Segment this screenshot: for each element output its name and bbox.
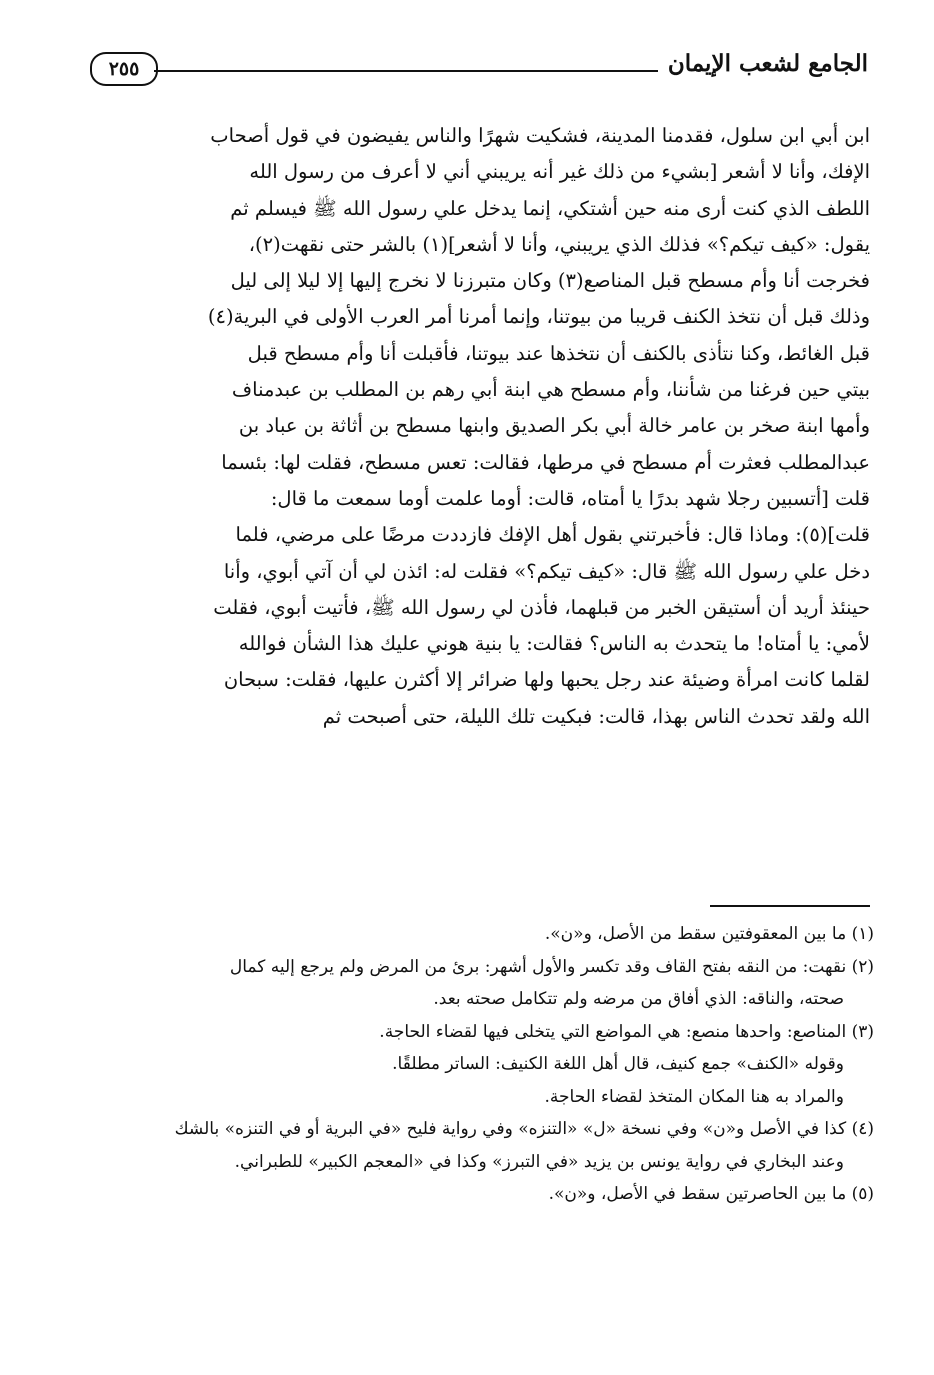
footnote-line: صحته، والناقه: الذي أفاق من مرضه ولم تتكامل صحته بعد.	[433, 989, 844, 1009]
header-rule	[154, 70, 658, 72]
text-line: قلت](٥): وماذا قال: فأخبرتني بقول أهل الإفك فازددت مرضًا على مرضي، فلما	[235, 523, 870, 547]
footnotes	[96, 918, 874, 1211]
text-line: لأمي: يا أمتاه! ما يتحدث به الناس؟ فقالت: يا بنية هوني عليك هذا الشأن فوالله	[238, 632, 870, 656]
footnote-line: والمراد به هنا المكان المتخذ لقضاء الحاجة.	[544, 1086, 844, 1107]
text-line: يقول: «كيف تيكم؟» فذلك الذي يريبني، وأنا لا أشعر](١) بالشر حتى نقهت(٢)،	[248, 232, 870, 256]
footnote-line: (٤) كذا في الأصل و«ن» وفي نسخة «ل» «التنزه» وفي رواية فليح «في البرية أو في التنزه» بالشك	[174, 1119, 874, 1139]
footnote-line: وقوله «الكنف» جمع كنيف، قال أهل اللغة الكنيف: الساتر مطلقًا.	[392, 1054, 844, 1074]
text-line: قلت [أتسبين رجلا شهد بدرًا يا أمتاه، قالت: أوما علمت أوما سمعت ما قال:	[270, 486, 870, 510]
footnote-line: (١) ما بين المعقوفتين سقط من الأصل، و«ن».	[544, 924, 874, 944]
text-line: فخرجت أنا وأم مسطح قبل المناصع(٣) وكان متبرزنا لا نخرج إليها إلا ليلا إلى ليل	[230, 269, 870, 293]
text-line: عبدالمطلب فعثرت أم مسطح في مرطها، فقالت: تعس مسطح، فقلت لها: بئسما	[221, 450, 870, 474]
text-line: الله ولقد تحدث الناس بهذا، قالت: فبكيت تلك الليلة، حتى أصبحت ثم	[322, 704, 870, 728]
page-header	[84, 42, 868, 92]
footnote-line: (٥) ما بين الحاصرتين سقط في الأصل، و«ن».	[548, 1184, 874, 1204]
page-number: ٢٥٥	[90, 52, 158, 86]
text-line: الإفك، وأنا لا أشعر [بشيء من ذلك غير أنه يريبني أني لا أعرف من رسول الله	[249, 160, 870, 184]
footnote-separator	[710, 905, 870, 907]
footnote-line: (٢) نقهت: من النقه بفتح القاف وقد تكسر والأول أشهر: برئ من المرض ولم يرجع إليه كمال	[229, 956, 874, 977]
text-line: ابن أبي ابن سلول، فقدمنا المدينة، فشكيت شهرًا والناس يفيضون في قول أصحاب	[210, 124, 870, 147]
running-title: الجامع لشعب الإيمان	[667, 50, 868, 77]
main-text	[98, 118, 870, 735]
text-line: قبل الغائط، وكنا نتأذى بالكنف أن نتخذها عند بيوتنا، فأقبلت أنا وأم مسطح قبل	[247, 341, 870, 365]
text-line: لقلما كانت امرأة وضيئة عند رجل يحبها ولها ضرائر إلا أكثرن عليها، فقلت: سبحان	[223, 668, 870, 692]
text-line: بيتي حين فرغنا من شأننا، وأم مسطح هي ابنة أبي رهم بن المطلب بن عبدمناف	[231, 378, 870, 402]
text-line: وذلك قبل أن نتخذ الكنف قريبا من بيوتنا، وإنما أمرنا أمر العرب الأولى في البرية(٤)	[207, 305, 870, 329]
footnote-line: وعند البخاري في رواية يونس بن يزيد «في التبرز» وكذا في «المعجم الكبير» للطبراني.	[234, 1151, 844, 1172]
text-line: دخل علي رسول الله ﷺ قال: «كيف تيكم؟» فقلت له: ائذن لي أن آتي أبوي، وأنا	[223, 559, 870, 583]
text-line: اللطف الذي كنت أرى منه حين أشتكي، إنما يدخل علي رسول الله ﷺ فيسلم ثم	[230, 196, 870, 220]
footnote-line: (٣) المناصع: واحدها منصع: هي المواضع التي يتخلى فيها لقضاء الحاجة.	[379, 1021, 874, 1042]
text-line: حينئذ أريد أن أستيقن الخبر من قبلهما، فأذن لي رسول الله ﷺ، فأتيت أبوي، فقلت	[213, 595, 870, 619]
text-line: وأمها ابنة صخر بن عامر خالة أبي بكر الصديق وابنها مسطح بن أثاثة بن عباد بن	[238, 414, 870, 438]
